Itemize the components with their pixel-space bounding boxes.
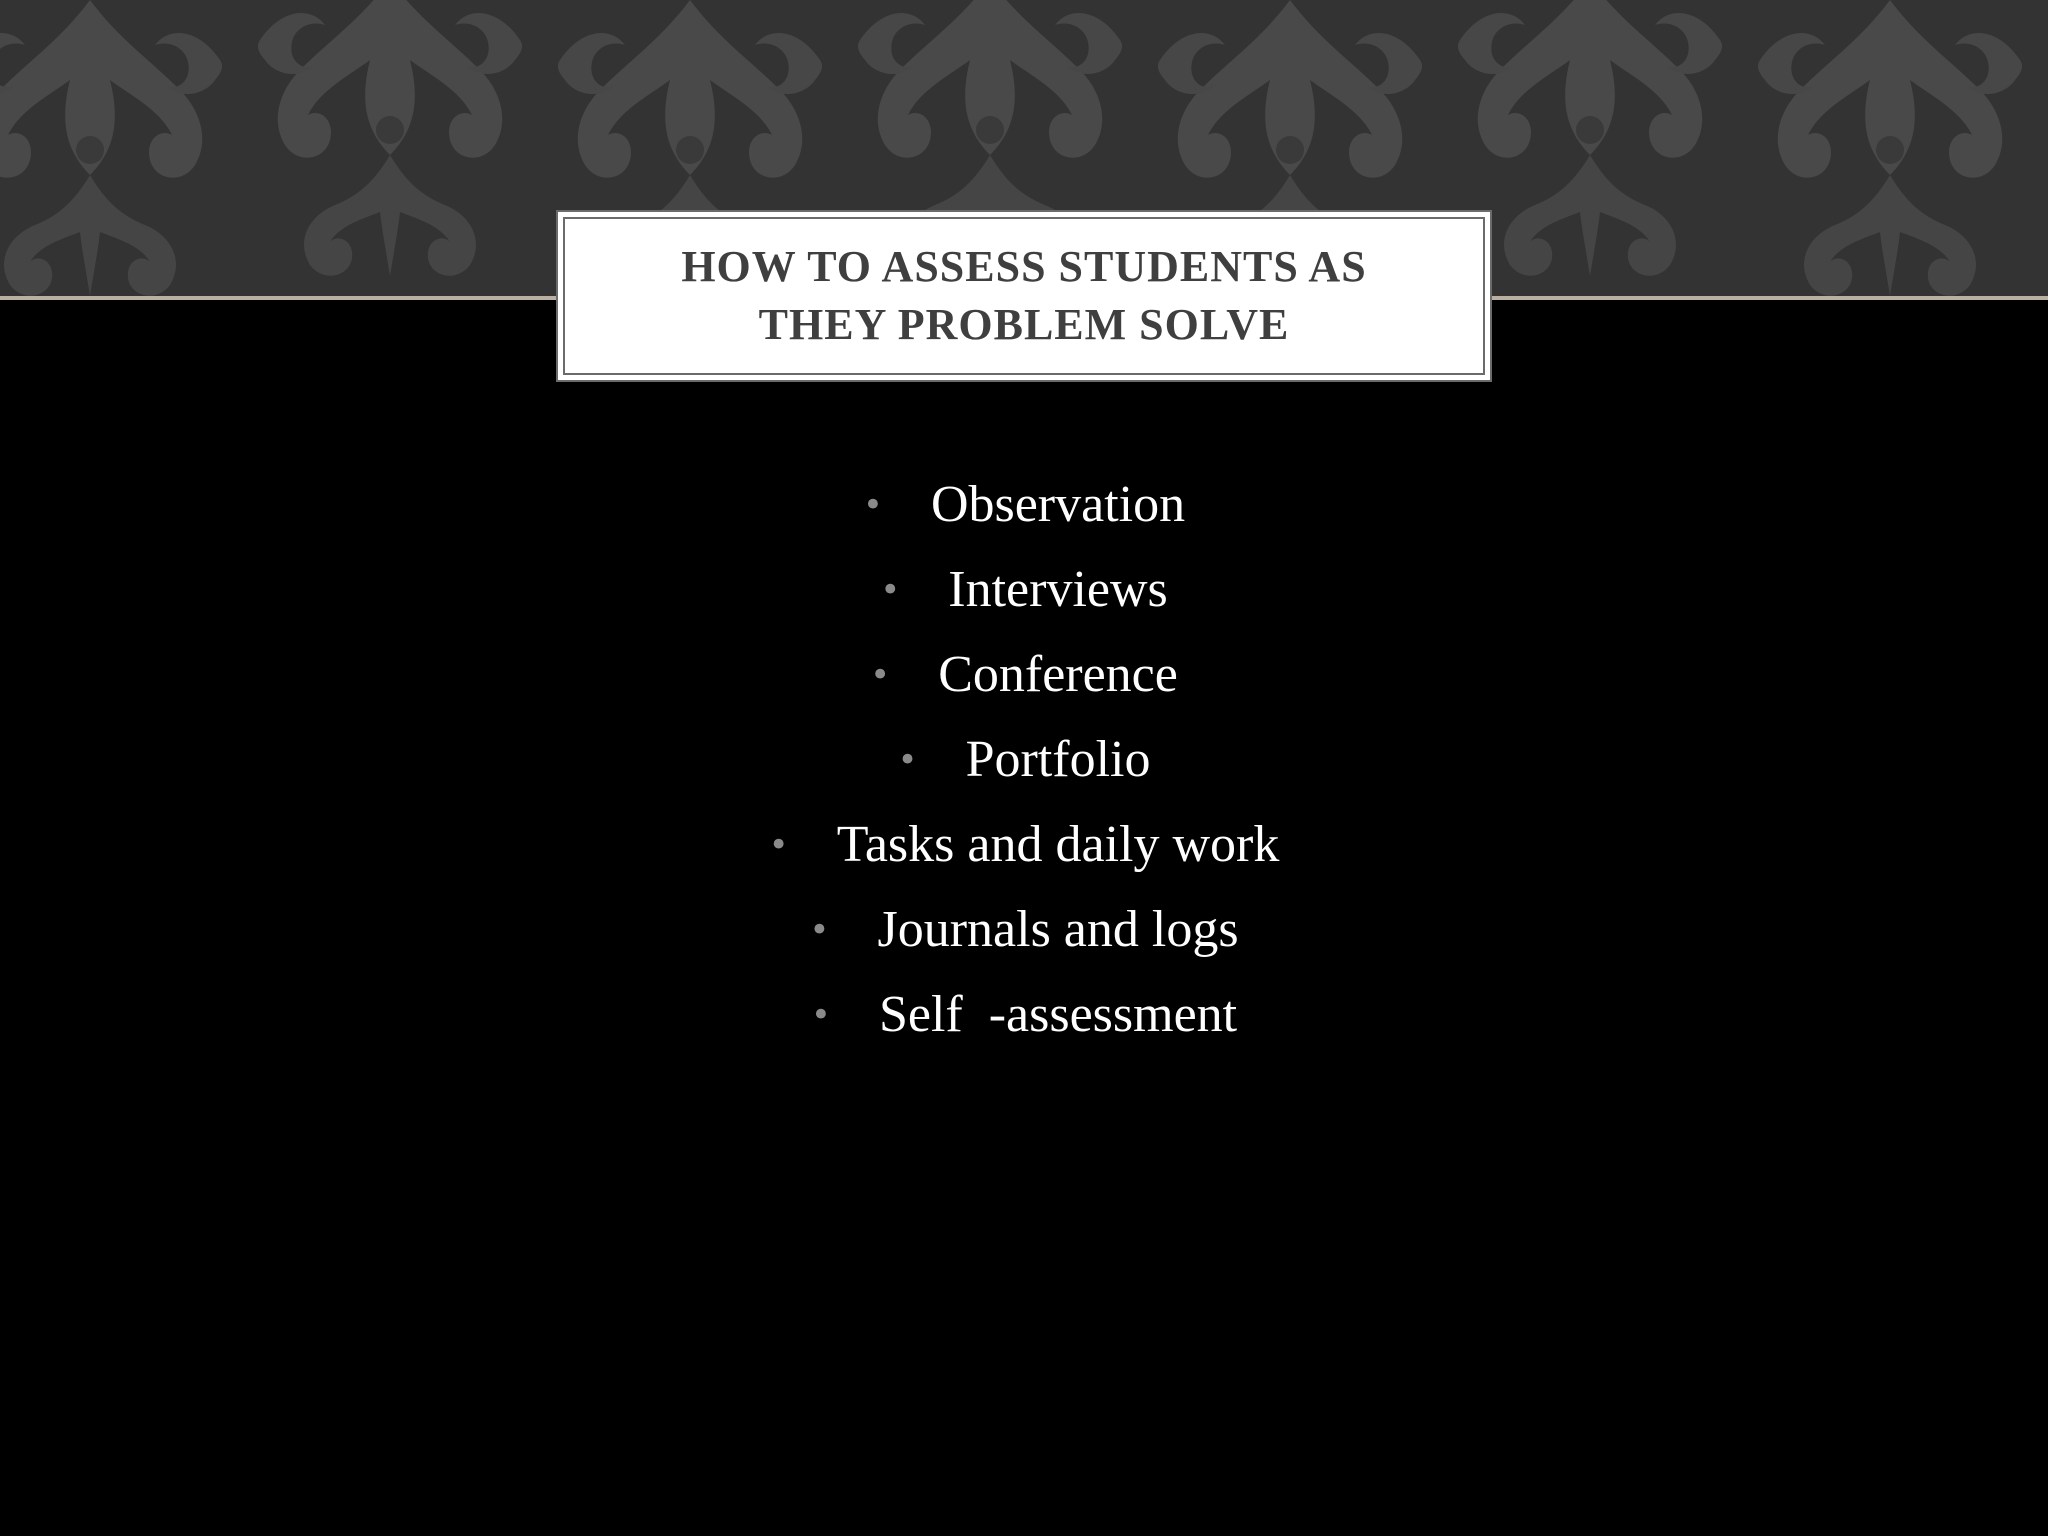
bullet-label: Interviews	[948, 561, 1168, 618]
bullet-label: Self -assessment	[878, 986, 1238, 1043]
bullet-label: Tasks and daily work	[836, 816, 1280, 873]
bullet-icon: •	[870, 654, 891, 695]
list-item	[0, 632, 2048, 717]
bullet-label: Conference	[938, 646, 1178, 703]
bullet-icon: •	[810, 994, 831, 1035]
bullet-label: Observation	[930, 476, 1186, 533]
bullet-icon: •	[897, 739, 918, 780]
list-item	[0, 547, 2048, 632]
title-box-inner-frame	[563, 217, 1485, 375]
bullet-list	[0, 462, 2048, 1057]
slide-title: HOW TO ASSESS STUDENTS AS THEY PROBLEM SOLVE	[681, 242, 1367, 349]
bullet-label: Portfolio	[965, 731, 1151, 788]
bullet-icon: •	[880, 569, 901, 610]
list-item	[0, 972, 2048, 1057]
list-item	[0, 717, 2048, 802]
title-box	[556, 210, 1492, 382]
list-item	[0, 802, 2048, 887]
bullet-icon: •	[862, 484, 883, 525]
list-item	[0, 462, 2048, 547]
list-item	[0, 887, 2048, 972]
bullet-icon: •	[768, 824, 789, 865]
bullet-icon: •	[809, 909, 830, 950]
bullet-label: Journals and logs	[877, 901, 1239, 958]
